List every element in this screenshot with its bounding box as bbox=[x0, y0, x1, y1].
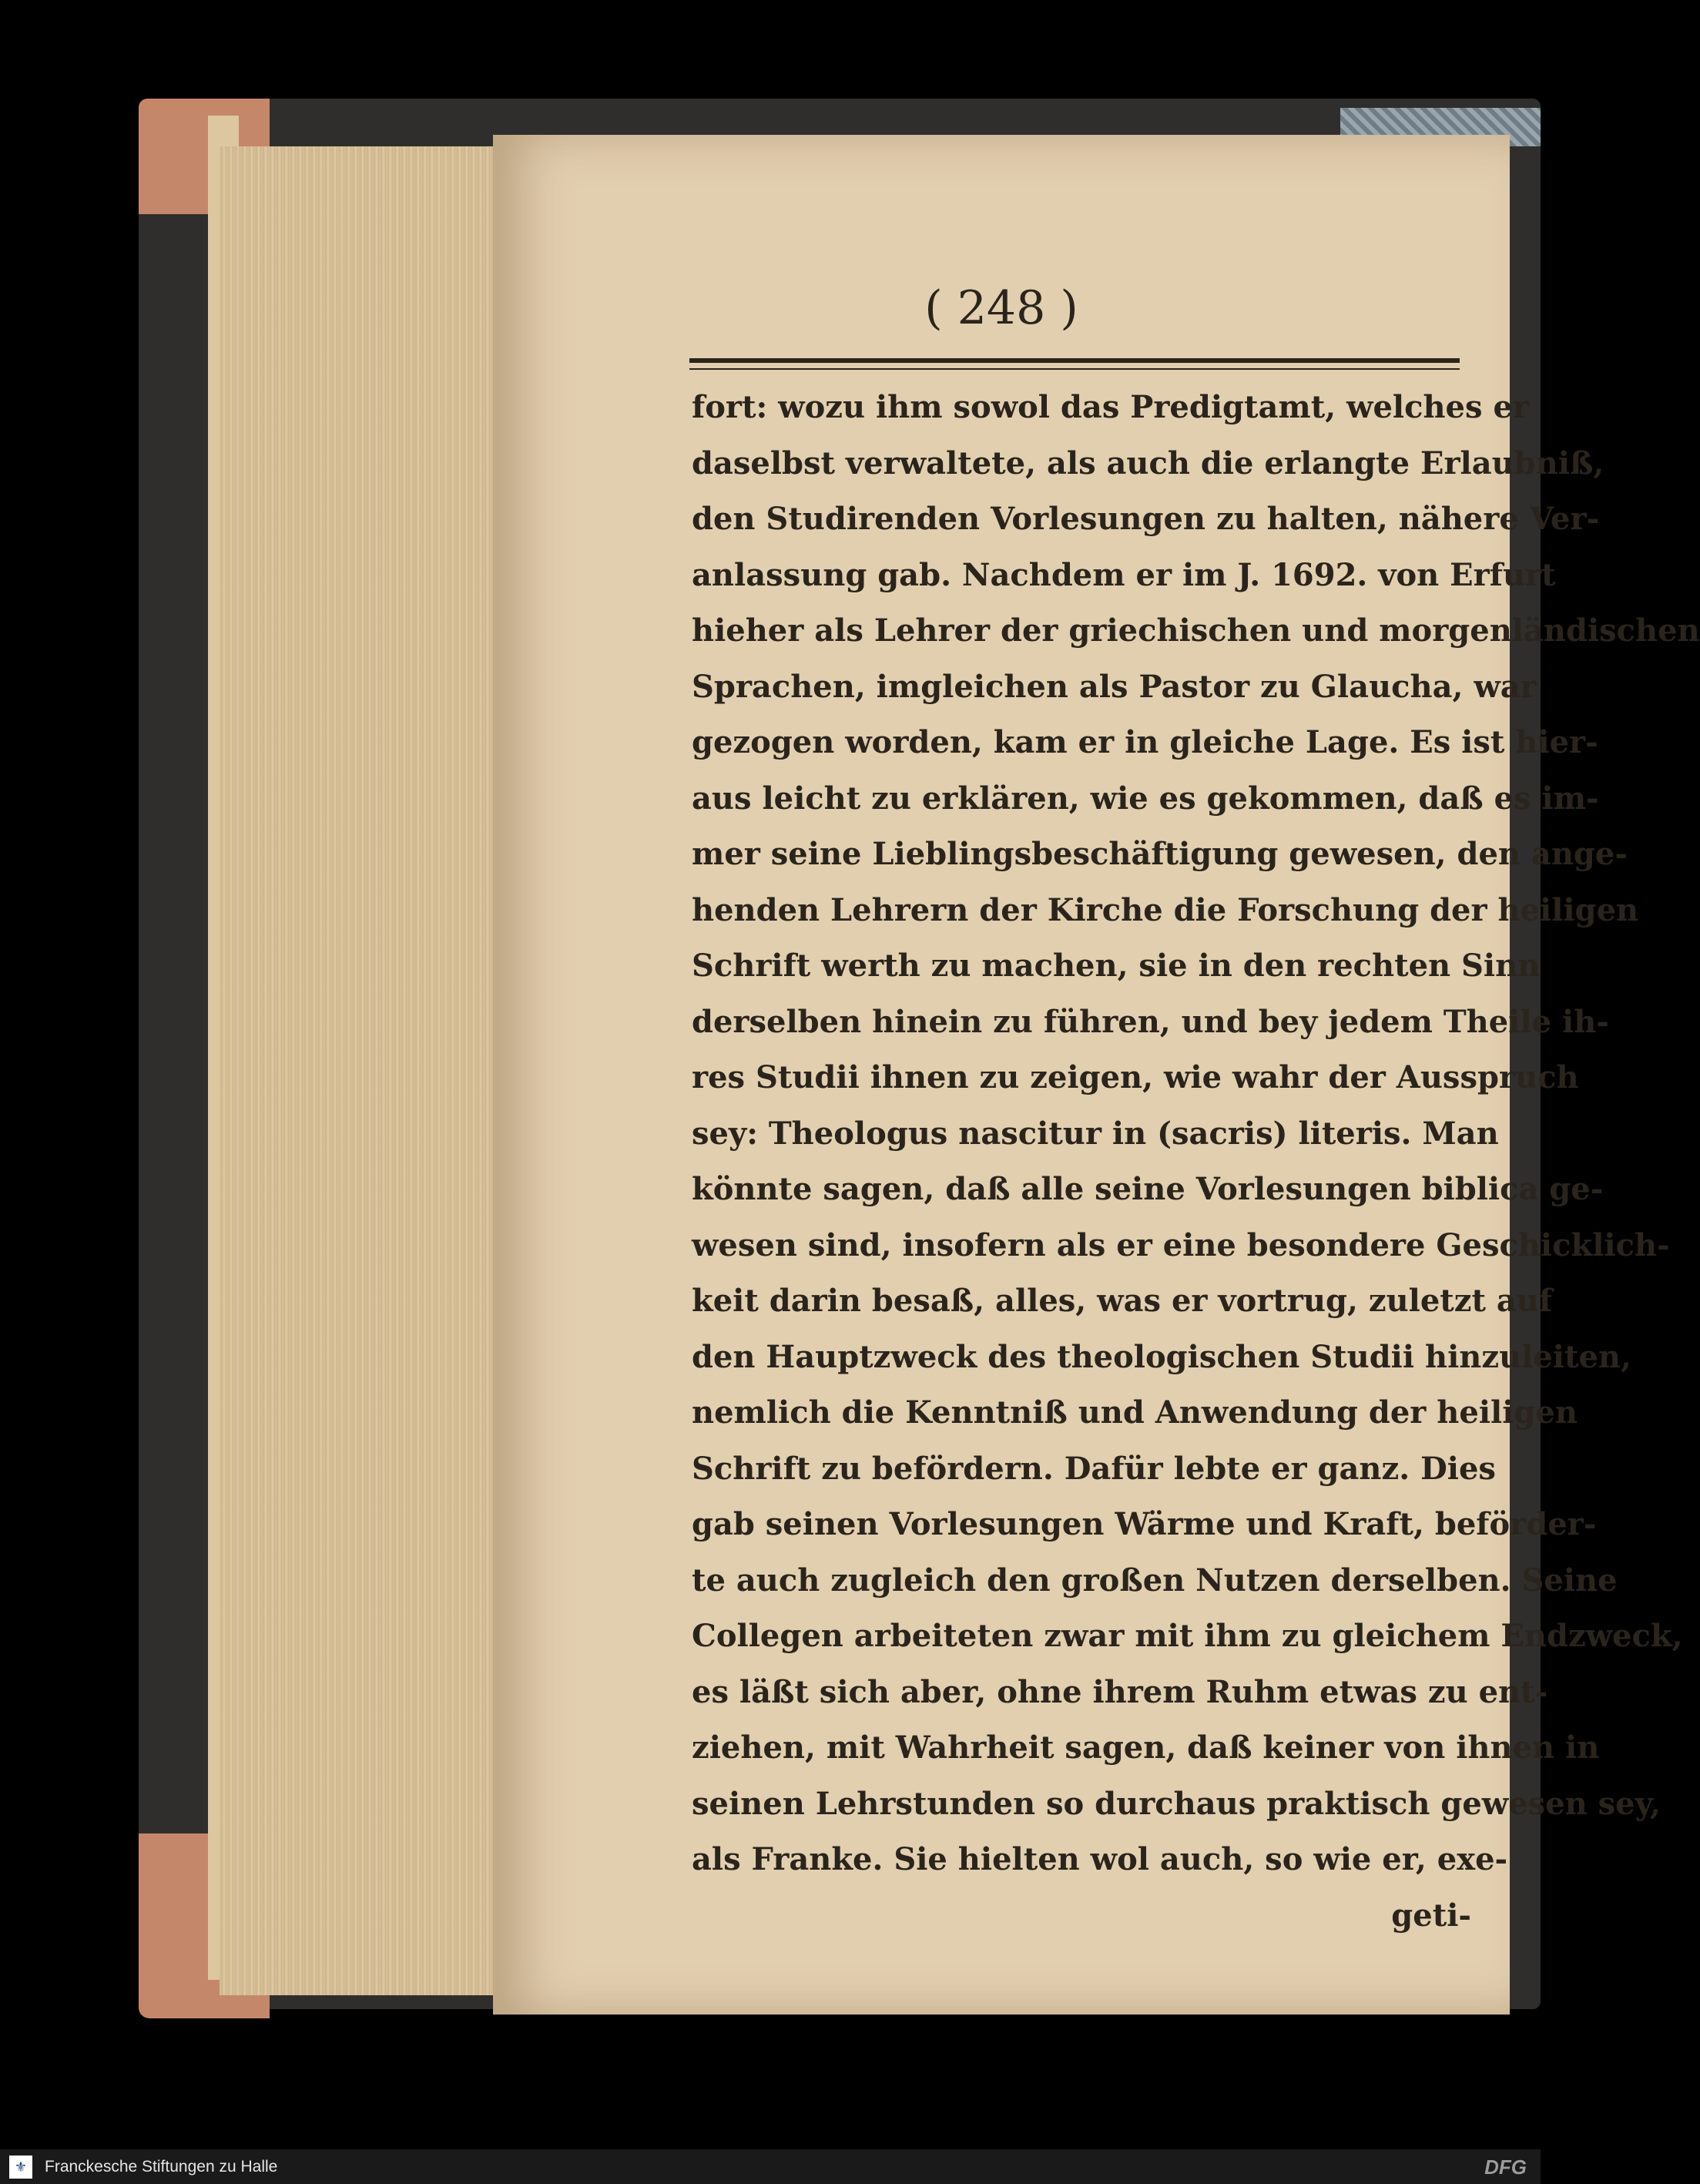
text-line: derselben hinein zu führen, und bey jedem Theile ih- bbox=[692, 1003, 1609, 1040]
text-line: seinen Lehrstunden so durchaus praktisch gewesen sey, bbox=[692, 1785, 1661, 1822]
text-line: te auch zugleich den großen Nutzen derselben. Seine bbox=[692, 1562, 1618, 1599]
text-line: gab seinen Vorlesungen Wärme und Kraft, beförder- bbox=[692, 1506, 1597, 1542]
text-line: mer seine Lieblingsbeschäftigung gewesen, den ange- bbox=[692, 836, 1628, 872]
institution-logo-icon: ⚜ bbox=[9, 2155, 32, 2179]
header-rule-thin bbox=[689, 368, 1460, 370]
text-line: nemlich die Kenntniß und Anwendung der heiligen bbox=[692, 1394, 1578, 1431]
institution-name: Franckesche Stiftungen zu Halle bbox=[45, 2158, 278, 2176]
text-line: henden Lehrern der Kirche die Forschung der heiligen bbox=[692, 891, 1639, 928]
text-line: ziehen, mit Wahrheit sagen, daß keiner von ihnen in bbox=[692, 1729, 1600, 1766]
catchword: geti- bbox=[1391, 1897, 1471, 1934]
body-text bbox=[692, 380, 1700, 1944]
text-line: hieher als Lehrer der griechischen und morgenländischen bbox=[692, 612, 1700, 649]
text-line: sey: Theologus nascitur in (sacris) literis. Man bbox=[692, 1115, 1499, 1152]
text-line: Collegen arbeiteten zwar mit ihm zu gleichem Endzweck, bbox=[692, 1618, 1683, 1654]
text-line: den Hauptzweck des theologischen Studii hinzuleiten, bbox=[692, 1338, 1631, 1375]
text-line: res Studii ihnen zu zeigen, wie wahr der Ausspruch bbox=[692, 1059, 1579, 1095]
text-line: könnte sagen, daß alle seine Vorlesungen biblica ge- bbox=[692, 1171, 1604, 1207]
text-line: es läßt sich aber, ohne ihrem Ruhm etwas zu ent- bbox=[692, 1673, 1548, 1710]
book-page bbox=[493, 135, 1700, 2015]
text-line: Sprachen, imgleichen als Pastor zu Glaucha, war bbox=[692, 668, 1537, 705]
text-line: gezogen worden, kam er in gleiche Lage. Es ist hier- bbox=[692, 724, 1598, 760]
text-line: anlassung gab. Nachdem er im J. 1692. von Erfurt bbox=[692, 556, 1556, 593]
text-line: keit darin besaß, alles, was er vortrug, zuletzt auf bbox=[692, 1283, 1553, 1319]
text-line: Schrift zu befördern. Dafür lebte er ganz. Dies bbox=[692, 1450, 1496, 1487]
dfg-logo: DFG bbox=[1484, 2155, 1527, 2179]
text-line: den Studirenden Vorlesungen zu halten, nähere Ver- bbox=[692, 501, 1600, 537]
header-rule-thick bbox=[689, 358, 1460, 363]
text-line: aus leicht zu erklären, wie es gekommen, daß es im- bbox=[692, 780, 1599, 817]
page-number: ( 248 ) bbox=[924, 281, 1078, 335]
page-edges bbox=[220, 146, 512, 1995]
text-line: fort: wozu ihm sowol das Predigtamt, welches er bbox=[692, 389, 1529, 425]
text-line: wesen sind, insofern als er eine besondere Geschicklich- bbox=[692, 1226, 1670, 1263]
viewer-footer bbox=[0, 2149, 1541, 2184]
text-line: Schrift werth zu machen, sie in den rechten Sinn bbox=[692, 948, 1541, 984]
text-line: daselbst verwaltete, als auch die erlangte Erlaubniß, bbox=[692, 445, 1604, 481]
text-line: als Franke. Sie hielten wol auch, so wie er, exe- bbox=[692, 1841, 1508, 1877]
